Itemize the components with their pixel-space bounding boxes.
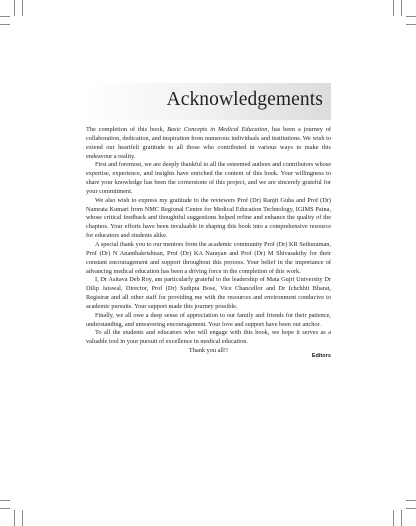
crop-mark bbox=[0, 16, 10, 17]
crop-mark bbox=[0, 24, 10, 25]
crop-mark bbox=[393, 510, 394, 526]
crop-mark bbox=[393, 0, 394, 16]
intro-text-continued: , has been a journey of collaboration, dedication, and inspiration from numerous individuals and institutions. We wish to extend our heartfelt gratitude to all those who contributed in various ways to make this endeavour a reality. bbox=[86, 126, 331, 160]
paragraph-authors: First and foremost, we are deeply thankful to all the esteemed authors and contributors whose expertise, experience, and insights have enriched the content of this book. Your willingness to share your knowledge has been the cornerstone of this project, and we are sincerely grateful for your commitment. bbox=[86, 161, 331, 195]
crop-mark bbox=[0, 500, 10, 501]
crop-mark bbox=[22, 510, 23, 526]
crop-mark bbox=[406, 16, 416, 17]
intro-text: The completion of this book, bbox=[86, 126, 168, 133]
page-title: Acknowledgements bbox=[166, 89, 323, 110]
crop-mark bbox=[406, 500, 416, 501]
crop-mark bbox=[406, 24, 416, 25]
paragraph-intro bbox=[86, 126, 331, 161]
signoff: Thank you all!! bbox=[188, 347, 229, 355]
crop-mark bbox=[14, 0, 15, 16]
signature-editors: Editors bbox=[311, 353, 331, 359]
paragraph-family: Finally, we all owe a deep sense of appreciation to our family and friends for their patience, understanding, and unwavering encouragement. Your love and support have been our anchor. bbox=[86, 311, 331, 328]
acknowledgement-body bbox=[86, 126, 331, 356]
crop-mark bbox=[406, 508, 416, 509]
book-title: Basic Concepts in Medical Education bbox=[167, 126, 268, 133]
crop-mark bbox=[14, 510, 15, 526]
title-band bbox=[86, 83, 331, 120]
crop-mark bbox=[22, 0, 23, 16]
paragraph-readers: To all the students and educators who will engage with this book, we hope it serves as a valuable tool in your pursuit of excellence in medical education. bbox=[86, 329, 331, 346]
paragraph-reviewers: We also wish to express my gratitude to the reviewers Prof (Dr) Ranjit Guha and Prof (Dr) Namrata Kumari from NMC Regional Centre for Medical Education Technology, IGIMS Patna, whose critical feedback and thoughtful suggestions helped refine and enhance the quality of the chapters. Your efforts have been invaluable in shaping this book into a comprehensive resource for educators and students alike. bbox=[86, 196, 331, 240]
paragraph-mentors: A special thank you to our mentors from the academic community Prof (Dr) KR Sethuraman, Prof (Dr) N Ananthakrishnan, Prof (Dr) KA Narayan and Prof (Dr) M Shivasakthy for their constant encouragement and support throughout this process. Your belief in the importance of advancing medical education has been a driving force in the completion of this work. bbox=[86, 240, 331, 275]
crop-mark bbox=[0, 508, 10, 509]
crop-mark bbox=[401, 0, 402, 16]
paragraph-university: I, Dr Asitava Deb Roy, am particularly grateful to the leadership of Mata Gujri University Dr Dilip Jaiswal, Director, Prof (Dr) Sudipta Bose, Vice Chancellor and Dr Ichchhit Bharat, Registrar and all other staff for providing me with the resources and environment conducive to academic pursuits. Your support made this journey possible. bbox=[86, 276, 331, 310]
crop-mark bbox=[401, 510, 402, 526]
